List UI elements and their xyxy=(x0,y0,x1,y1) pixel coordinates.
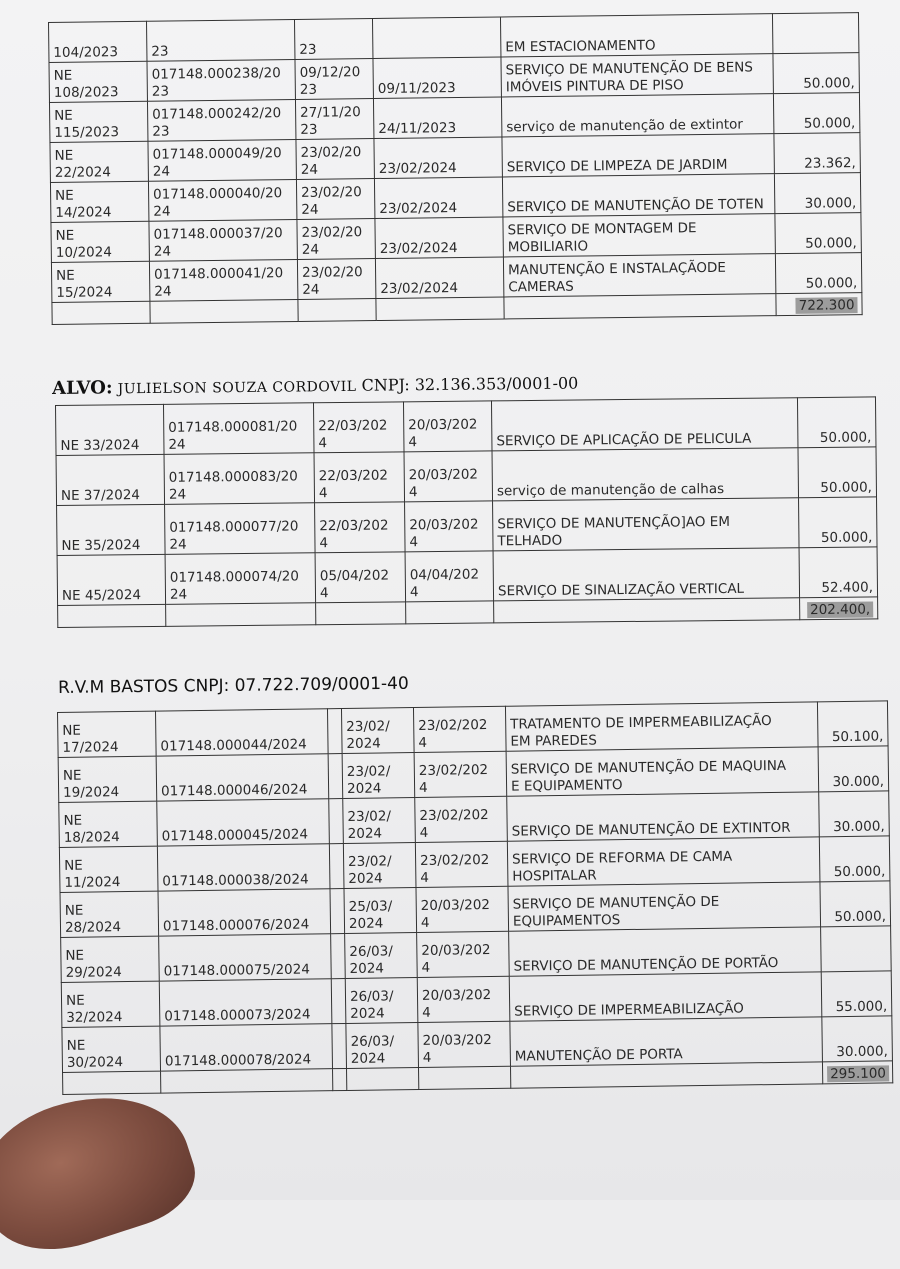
table-cell: SERVIÇO DE MANUTENÇÃO]AO EM TELHADO xyxy=(493,498,800,551)
table-cell: 50.000, xyxy=(819,836,890,882)
table-cell: 52.400, xyxy=(799,547,878,598)
table-cell: SERVIÇO DE REFORMA DE CAMA HOSPITALAR xyxy=(507,837,820,886)
table-cell: SERVIÇO DE MANUTENÇÃO DE PORTÃO xyxy=(509,927,822,976)
table-cell: 26/03/ 2024 xyxy=(345,933,418,979)
total-value: 722.300 xyxy=(796,297,858,314)
empty-cell xyxy=(52,301,150,324)
table-cell: 23/02/20 24 xyxy=(296,179,374,220)
table-cell: EM ESTACIONAMENTO xyxy=(500,14,772,57)
table-cell: 50.000, xyxy=(797,397,876,448)
empty-cell xyxy=(376,297,504,321)
table-cell xyxy=(330,889,345,934)
table-cell: SERVIÇO DE MANUTENÇÃO DE TOTEN xyxy=(502,174,774,217)
table-cell xyxy=(332,1023,347,1068)
table-cell: 23/02/202 4 xyxy=(414,751,507,797)
empty-cell xyxy=(298,299,376,322)
table-cell: 23/02/2024 xyxy=(375,257,503,299)
table-cell: NE 108/2023 xyxy=(49,61,147,102)
table-cell: 50.000, xyxy=(775,213,861,254)
table-cell: 23/02/2024 xyxy=(375,217,503,259)
table-cell: MANUTENÇÃO E INSTALAÇÃODE CAMERAS xyxy=(503,254,775,297)
table-cell: NE 10/2024 xyxy=(51,221,149,262)
table-cell: 017148.000078/2024 xyxy=(160,1024,333,1071)
table-cell: TRATAMENTO DE IMPERMEABILIZAÇÃO EM PAREDES xyxy=(505,702,818,751)
supplier-name: JULIELSON SOUZA CORDOVIL xyxy=(117,378,357,398)
table-cell: 017148.000044/2024 xyxy=(155,709,328,756)
table-cell: 30.000, xyxy=(818,746,889,792)
table-cell: 22/03/202 4 xyxy=(313,402,404,453)
table-row xyxy=(56,447,876,506)
table-cell: 30.000, xyxy=(774,173,860,214)
table-cell: 50.100, xyxy=(817,701,888,747)
table-cell: 23/02/20 24 xyxy=(296,139,374,180)
table-cell: 23/02/2024 xyxy=(374,177,502,219)
total-value: 202.400, xyxy=(807,601,873,618)
table-cell: NE 14/2024 xyxy=(50,181,148,222)
table-row xyxy=(56,397,876,456)
table-cell xyxy=(372,17,500,59)
table-cell: 20/03/202 4 xyxy=(417,976,510,1022)
empty-cell xyxy=(166,603,316,627)
table-cell: NE 29/2024 xyxy=(61,936,160,982)
table-cell: NE 32/2024 xyxy=(61,981,160,1027)
total-cell xyxy=(776,293,862,316)
table-cell: 23 xyxy=(294,19,372,60)
total-value: 295.100 xyxy=(827,1065,889,1082)
table-cell: 27/11/20 23 xyxy=(295,99,373,140)
table-cell: 09/12/20 23 xyxy=(295,59,373,100)
table-first-supplier xyxy=(48,12,863,325)
empty-cell xyxy=(161,1069,333,1093)
table-cell: 017148.000073/2024 xyxy=(159,979,332,1026)
table-cell: 20/03/202 4 xyxy=(418,1021,511,1067)
empty-cell xyxy=(418,1066,510,1089)
table-cell: 30.000, xyxy=(819,791,890,837)
table-cell: SERVIÇO DE APLICAÇÃO DE PELICULA xyxy=(491,398,798,451)
table-cell: 017148.000076/2024 xyxy=(158,889,331,936)
table-cell: 04/04/202 4 xyxy=(405,551,494,602)
table-cell: 50.000, xyxy=(773,53,859,94)
total-cell xyxy=(822,1061,892,1084)
table-cell: 20/03/202 4 xyxy=(404,451,493,502)
table-cell: SERVIÇO DE IMPERMEABILIZAÇÃO xyxy=(509,972,822,1021)
table-cell xyxy=(772,13,858,54)
table-cell: 55.000, xyxy=(821,971,892,1017)
table-cell: 23 xyxy=(146,19,294,61)
table-cell: 22/03/202 4 xyxy=(314,452,405,503)
table-cell: SERVIÇO DE MANUTENÇÃO DE BENS IMÓVEIS PINTURA DE PISO xyxy=(501,54,773,97)
table-cell: 017148.000075/2024 xyxy=(159,934,332,981)
table-cell: serviço de manutenção de extintor xyxy=(501,94,773,137)
table-julielson xyxy=(55,396,878,628)
table-cell: NE 35/2024 xyxy=(57,504,166,555)
table-cell: NE 18/2024 xyxy=(59,801,158,847)
supplier-cnpj: CNPJ: 32.136.353/0001-00 xyxy=(361,373,579,395)
table-cell xyxy=(331,979,346,1024)
table-cell: 017148.000049/20 24 xyxy=(148,139,296,181)
table-cell: NE 11/2024 xyxy=(59,846,158,892)
table-cell: 22/03/202 4 xyxy=(315,502,406,553)
empty-cell xyxy=(316,602,406,625)
table-cell: 017148.000041/20 24 xyxy=(149,259,297,301)
table-cell: 017148.000081/20 24 xyxy=(163,403,314,455)
table-cell: NE 15/2024 xyxy=(51,261,149,302)
table-cell: 017148.000046/2024 xyxy=(156,754,329,801)
table-cell: 23/02/202 4 xyxy=(413,706,506,752)
table-cell: NE 37/2024 xyxy=(56,454,165,505)
table-cell: NE 19/2024 xyxy=(58,756,157,802)
table-row xyxy=(57,497,877,556)
table-row xyxy=(57,547,877,606)
table-cell: 23/02/ 2024 xyxy=(341,708,414,754)
table-cell: NE 33/2024 xyxy=(56,404,165,455)
section-heading-rvm-bastos: R.V.M BASTOS CNPJ: 07.722.709/0001-40 xyxy=(58,673,409,698)
table-cell: 50.000, xyxy=(773,93,859,134)
table-cell: 017148.000074/20 24 xyxy=(165,553,316,605)
table-cell: serviço de manutenção de calhas xyxy=(492,448,799,501)
table-cell: NE 17/2024 xyxy=(58,711,157,757)
table-cell xyxy=(328,754,343,799)
table-cell: 017148.000038/2024 xyxy=(157,844,330,891)
table-cell: 23/02/ 2024 xyxy=(342,753,415,799)
table-cell: 50.000, xyxy=(799,497,878,548)
table-cell: 20/03/202 4 xyxy=(403,401,492,452)
empty-cell xyxy=(494,598,800,623)
table-cell: 017148.000238/20 23 xyxy=(147,59,295,101)
table-cell: 017148.000045/2024 xyxy=(157,799,330,846)
empty-cell xyxy=(333,1068,347,1090)
table-cell: 20/03/202 4 xyxy=(417,931,510,977)
table-cell xyxy=(331,934,346,979)
table-cell: 23/02/2024 xyxy=(374,137,502,179)
table-cell: 23.362, xyxy=(774,133,860,174)
table-cell: 50.000, xyxy=(820,881,891,927)
empty-cell xyxy=(150,299,298,323)
table-cell: MANUTENÇÃO DE PORTA xyxy=(510,1017,823,1066)
table-cell: 26/03/ 2024 xyxy=(346,1022,419,1068)
table-cell: 017148.000242/20 23 xyxy=(147,99,295,141)
table-cell: 25/03/ 2024 xyxy=(344,888,417,934)
table-cell: 104/2023 xyxy=(49,21,147,62)
table-cell: SERVIÇO DE MANUTENÇÃO DE MAQUINA E EQUIPAMENTO xyxy=(506,747,819,796)
total-cell xyxy=(800,597,878,620)
table-cell: 23/02/202 4 xyxy=(415,796,508,842)
table-cell xyxy=(329,844,344,889)
table-cell: 20/03/202 4 xyxy=(416,886,509,932)
table-cell: 23/02/ 2024 xyxy=(343,843,416,889)
table-cell: SERVIÇO DE MANUTENÇÃO DE EQUIPAMENTOS xyxy=(508,882,821,931)
table-cell: 20/03/202 4 xyxy=(405,501,494,552)
table-cell xyxy=(327,709,342,754)
table-cell: NE 115/2023 xyxy=(49,101,147,142)
table-cell: 23/02/202 4 xyxy=(415,841,508,887)
table-cell xyxy=(329,799,344,844)
table-cell: 017148.000040/20 24 xyxy=(148,179,296,221)
table-cell: NE 28/2024 xyxy=(60,891,159,937)
table-cell: 50.000, xyxy=(775,253,861,294)
empty-cell xyxy=(510,1062,822,1088)
table-cell: 23/02/20 24 xyxy=(297,219,375,260)
table-cell: 017148.000077/20 24 xyxy=(165,503,316,555)
table-cell: 24/11/2023 xyxy=(373,97,501,139)
table-cell: 26/03/ 2024 xyxy=(345,977,418,1023)
empty-cell xyxy=(347,1067,419,1090)
table-cell: 50.000, xyxy=(798,447,877,498)
empty-cell xyxy=(406,601,494,624)
table-cell: SERVIÇO DE LIMPEZA DE JARDIM xyxy=(502,134,774,177)
table-cell: 09/11/2023 xyxy=(373,57,501,99)
table-cell: SERVIÇO DE SINALIZAÇÃO VERTICAL xyxy=(493,548,800,601)
table-cell xyxy=(821,926,892,972)
table-cell: SERVIÇO DE MONTAGEM DE MOBILIARIO xyxy=(503,214,775,257)
table-cell: 017148.000083/20 24 xyxy=(164,453,315,505)
table-cell: NE 45/2024 xyxy=(57,554,166,605)
table-cell: 30.000, xyxy=(822,1016,893,1062)
table-cell: SERVIÇO DE MANUTENÇÃO DE EXTINTOR xyxy=(507,792,820,841)
empty-cell xyxy=(58,604,166,627)
empty-cell xyxy=(504,294,776,319)
empty-cell xyxy=(63,1071,161,1094)
table-cell: 05/04/202 4 xyxy=(315,552,406,603)
table-cell: 23/02/20 24 xyxy=(297,259,375,300)
table-cell: 23/02/ 2024 xyxy=(343,798,416,844)
table-cell: NE 30/2024 xyxy=(62,1026,161,1072)
table-cell: 017148.000037/20 24 xyxy=(149,219,297,261)
table-cell: NE 22/2024 xyxy=(50,141,148,182)
table-rvm-bastos xyxy=(57,700,893,1095)
heading-lead: ALVO: xyxy=(52,377,113,399)
